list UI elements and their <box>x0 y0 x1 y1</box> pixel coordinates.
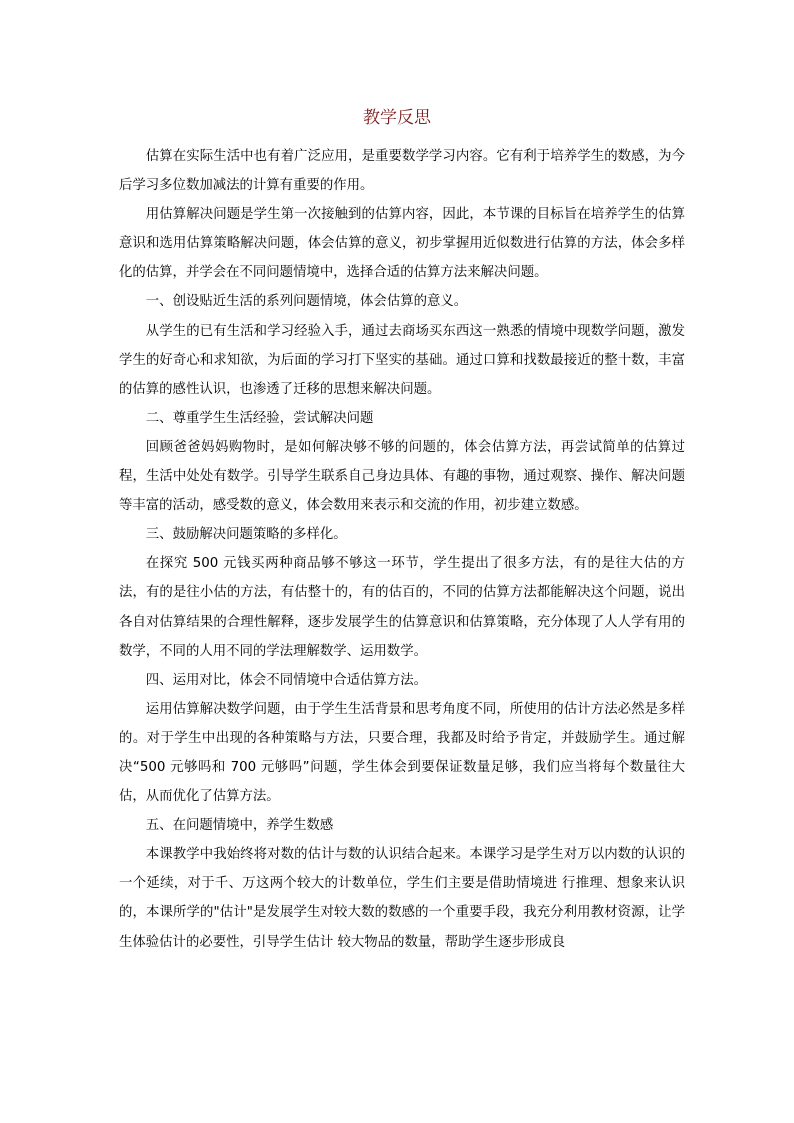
section-heading-4: 四、运用对比，体会不同情境中合适估算方法。 <box>145 672 427 688</box>
section-heading-2: 二、尊重学生生活经验，尝试解决问题 <box>145 410 374 426</box>
paragraph-goal: 用估算解决问题是学生第一次接触到的估算内容，因此，本节课的目标旨在培养学生的估算意识和选用估算策略解决问题，体会估算的意义，初步掌握用近似数进行估算的方法，体会多样化的估算，并学会在不同问题情境中，选择合适的估算方法来解决问题。 <box>119 207 685 281</box>
section-heading-1: 一、创设贴近生活的系列问题情境，体会估算的意义。 <box>145 294 468 310</box>
paragraph-section-1: 从学生的已有生活和学习经验入手，通过去商场买东西这一熟悉的情境中现数学问题，激发学生的好奇心和求知欲，为后面的学习打下坚实的基础。通过口算和找数最接近的整十数，丰富的估算的感性认识，也渗透了迁移的思想来解决问题。 <box>119 323 685 397</box>
paragraph-section-4: 运用估算解决数学问题，由于学生生活背景和思考角度不同，所使用的估计方法必然是多样的。对于学生中出现的各种策略与方法，只要合理，我都及时给予肯定，并鼓励学生。通过解决“500 元够吗和 700 元够吗”问题，学生体会到要保证数量足够，我们应当将每个数量往大估，从而优化了估算方法。 <box>119 701 685 805</box>
section-heading-3: 三、鼓励解决问题策略的多样化。 <box>145 527 347 543</box>
paragraph-intro: 估算在实际生活中也有着广泛应用，是重要数学学习内容。它有利于培养学生的数感，为今后学习多位数加减法的计算有重要的作用。 <box>119 149 685 194</box>
paragraph-section-5: 本课教学中我始终将对数的估计与数的认识结合起来。本课学习是学生对万以内数的认识的一个延续，对于千、万这两个较大的计数单位，学生们主要是借助情境进 行推理、想象来认识的，本课所学的"估计"是发展学生对较大数的数感的一个重要手段，我充分利用教材资源，让学生体验估计的必要性，引导学生估计 较大物品的数量，帮助学生逐步形成良 <box>119 847 685 950</box>
paragraph-section-3: 在探究 500 元钱买两种商品够不够这一环节，学生提出了很多方法，有的是往大估的方法，有的是往小估的方法，有估整十的，有的估百的，不同的估算方法都能解决这个问题，说出各自对估算结果的合理性解释，逐步发展学生的估算意识和估算策略，充分体现了人人学有用的数学，不同的人用不同的学法理解数学、运用数学。 <box>119 556 685 659</box>
document-body <box>119 142 685 957</box>
section-heading-5: 五、在问题情境中，养学生数感 <box>145 818 334 834</box>
document-title: 教学反思 <box>363 108 431 128</box>
paragraph-section-2: 回顾爸爸妈妈购物时，是如何解决够不够的问题的，体会估算方法，再尝试简单的估算过程，生活中处处有数学。引导学生联系自己身边具体、有趣的事物，通过观察、操作、解决问题等丰富的活动，感受数的意义，体会数用来表示和交流的作用，初步建立数感。 <box>119 439 685 514</box>
